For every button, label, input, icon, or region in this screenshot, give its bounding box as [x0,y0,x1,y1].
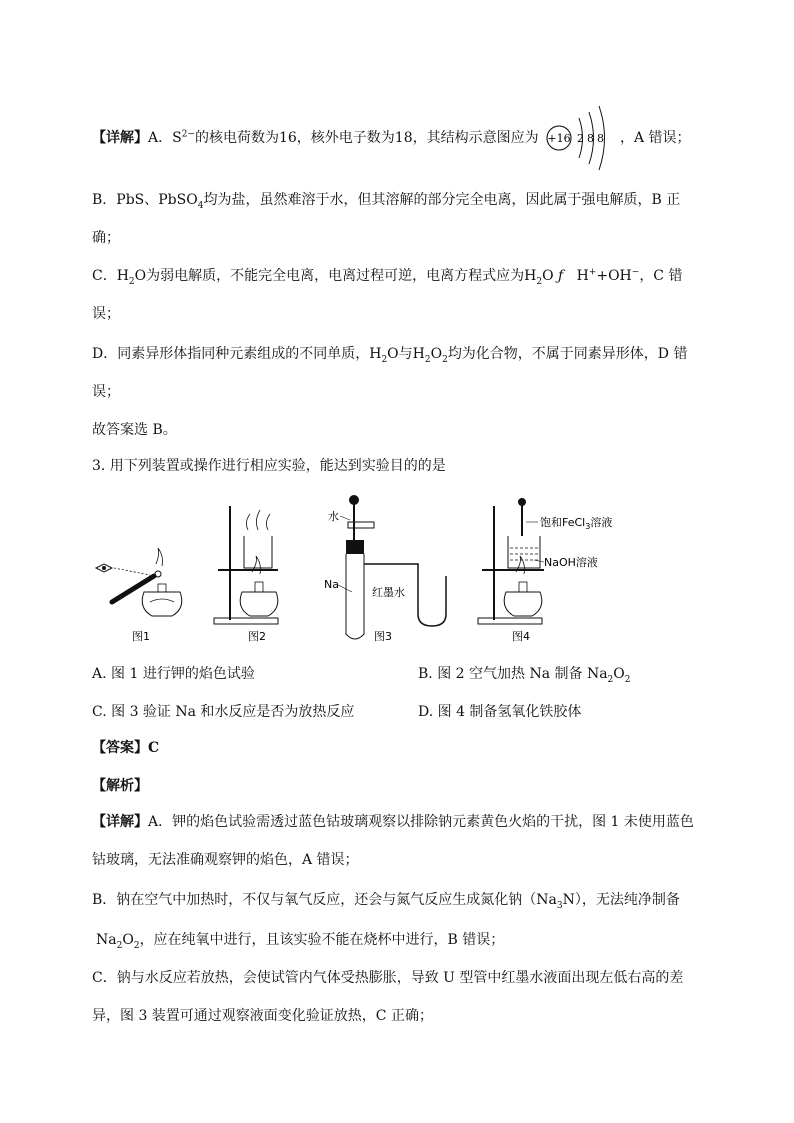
text: B．PbS、PbSO [92,192,198,208]
figure-3-u-tube [324,495,446,643]
nucleus-charge: +16 [547,132,571,145]
figures-panel [92,492,692,647]
equilibrium-sign: ƒ [558,268,564,284]
text: ，应在纯氧中进行，且该实验不能在烧杯中进行，B 错误； [139,932,505,948]
sulfur-ion-structure-diagram [545,104,615,172]
answer-label: 【答案】C [92,740,160,756]
alcohol-lamp [142,592,182,616]
flame-icon [156,548,163,566]
text: ，C 错 [639,268,683,284]
charge: 2− [181,129,195,140]
detail-label: 【详解】 [92,814,148,830]
figure-4-caption: 图4 [512,630,530,643]
plus-sign: + [596,268,609,284]
superscript: + [588,267,597,278]
stopper [346,540,364,554]
text: B. 图 2 空气加热 Na 制备 Na [418,666,608,682]
detail-label: 【详解】 [92,130,148,146]
figure-1-caption: 图1 [132,630,150,643]
figure-1-flame-test [96,548,182,643]
beaker [244,536,272,568]
question-3: 3. 用下列装置或操作进行相应实验，能达到实验目的的是 [92,458,446,474]
analysis-c-line1: C．钠与水反应若放热，会使试管内气体受热膨胀，导致 U 型管中红墨水液面出现左低右高的差 [92,970,684,986]
option-a: A. 图 1 进行钾的焰色试验 [92,666,255,682]
shell-count-1: 2 [577,132,584,145]
text: O [613,666,625,682]
eq-oh: OH [608,268,632,284]
detail-d-line1 [92,344,688,364]
detail-d-line2: 误； [92,384,120,400]
option-b [418,664,631,684]
platinum-wire-handle [112,576,154,602]
text: O [430,346,443,362]
subscript: 2 [128,276,135,287]
text: N），无法纯净制备 [562,892,680,908]
eq-o: O [542,268,554,284]
analysis-c-line2: 异，图 3 装置可通过观察液面变化验证放热，C 正确； [92,1008,433,1024]
text: O [122,932,134,948]
text: O为弱电解质，不能完全电离，电离过程可逆，电离方程式应为 [134,268,525,284]
apparatus-figures [92,492,692,647]
analysis-b-line2 [96,930,504,950]
analysis-b-line1 [92,890,680,910]
subscript: 2 [536,276,543,287]
flame-icon [252,556,261,574]
analysis-a-line2: 钴玻璃，无法准确观察钾的焰色，A 错误； [92,852,359,868]
subscript: 2 [133,940,140,951]
subscript: 2 [381,354,388,365]
text: O与H [387,346,425,362]
text: A．S [148,130,182,146]
red-ink-label: 红墨水 [372,586,405,599]
water-label: 水 [328,510,339,523]
subscript: 2 [624,674,631,685]
stand-base [478,618,542,624]
detail-a-line [92,128,539,148]
test-tube [346,554,364,639]
text: 的核电荷数为16，核外电子数为18，其结构示意图应为 [194,130,539,146]
text: D．同素异形体指同种元素组成的不同单质，H [92,346,382,362]
figure-2-heating-beaker [214,506,278,643]
fecl3-label: 饱和FeCl$_3$溶液 [540,516,613,531]
detail-a-end: ，A 错误； [620,130,691,146]
dropper-bulb [349,495,359,505]
figure-2-caption: 图2 [248,630,266,643]
analysis-label: 【解析】 [92,778,148,794]
eq-h: H [524,268,537,284]
text: Na [96,932,117,948]
shell-count-3: 8 [597,132,604,145]
subscript: 2 [424,354,431,365]
subscript: 3 [556,900,563,911]
stand-base [214,618,278,624]
sodium-label: Na [324,578,339,591]
text: A．钾的焰色试验需透过蓝色钴玻璃观察以排除钠元素黄色火焰的干扰，图 1 未使用蓝色 [148,814,694,830]
answer-line: 故答案选 B。 [92,422,177,438]
figure-4-fe-colloid [478,498,612,643]
text: B．钠在空气中加热时，不仅与氧气反应，还会与氮气反应生成氮化钠（Na [92,892,557,908]
eq-h-ion: H [576,268,589,284]
superscript: − [631,267,640,278]
detail-b-line1 [92,190,680,210]
vapor-lines [246,510,270,530]
text: 均为盐，虽然难溶于水，但其溶解的部分完全电离，因此属于强电解质，B 正 [203,192,681,208]
flame-icon [516,556,525,574]
subscript: 2 [442,354,448,365]
text: 均为化合物，不属于同素异形体，D 错 [447,346,688,362]
subscript: 4 [197,200,204,211]
alcohol-lamp [240,592,278,616]
option-d: D. 图 4 制备氢氧化铁胶体 [418,704,582,720]
shell-count-2: 8 [587,132,594,145]
subscript: 2 [116,940,123,951]
detail-c-line2: 误； [92,306,120,322]
text: C．H [92,268,129,284]
alcohol-lamp [504,592,542,616]
option-c: C. 图 3 验证 Na 和水反应是否为放热反应 [92,704,355,720]
analysis-a-line1 [92,812,694,832]
figure-3-caption: 图3 [374,630,392,643]
detail-b-line2: 确； [92,230,120,246]
subscript: 2 [607,674,614,685]
naoh-label: NaOH溶液 [544,556,598,569]
detail-c-line1 [92,266,682,286]
